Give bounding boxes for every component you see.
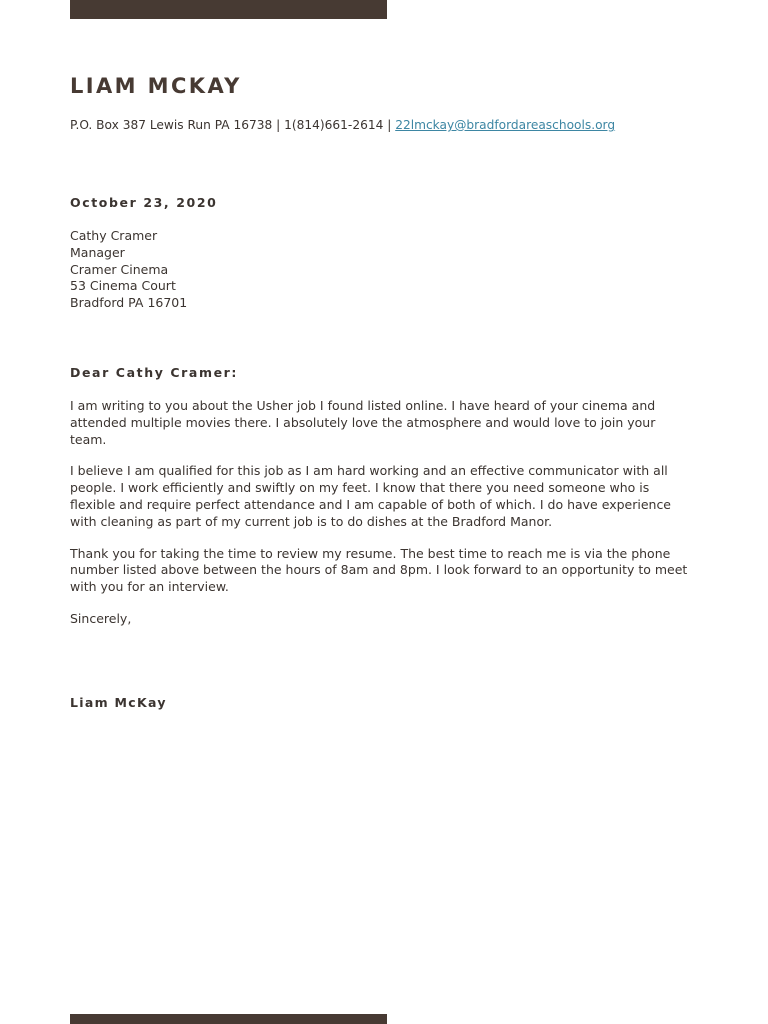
address-text: P.O. Box 387 Lewis Run PA 16738 xyxy=(70,118,273,132)
email-link[interactable]: 22lmckay@bradfordareaschools.org xyxy=(395,118,616,132)
recipient-company: Cramer Cinema xyxy=(70,261,169,277)
letter-body xyxy=(70,398,695,643)
closing: Sincerely, xyxy=(70,610,132,626)
body-paragraph: I am writing to you about the Usher job I found listed online. I have heard of your cinema and attended multiple movies there. I absolutely love the atmosphere and would love to join your team. xyxy=(70,398,656,447)
bottom-accent-bar xyxy=(70,1014,387,1024)
letter-date: October 23, 2020 xyxy=(70,195,218,210)
contact-line xyxy=(70,118,615,132)
phone-text: 1(814)661-2614 xyxy=(284,118,384,132)
recipient-street: 53 Cinema Court xyxy=(70,278,176,294)
signature-name: Liam McKay xyxy=(70,695,167,710)
separator: | xyxy=(383,118,396,132)
recipient-title: Manager xyxy=(70,244,125,260)
sender-name: LIAM MCKAY xyxy=(70,74,242,98)
body-paragraph: Thank you for taking the time to review my resume. The best time to reach me is via the phone number listed above between the hours of 8am and 8pm. I look forward to an opportunity to meet with you for an interview. xyxy=(70,545,688,595)
salutation: Dear Cathy Cramer: xyxy=(70,365,239,380)
top-accent-bar xyxy=(70,0,387,19)
recipient-name: Cathy Cramer xyxy=(70,228,158,243)
recipient-city: Bradford PA 16701 xyxy=(70,295,188,311)
separator: | xyxy=(272,118,285,132)
recipient-block xyxy=(70,228,187,312)
body-paragraph: I believe I am qualified for this job as I am hard working and an effective communicator with all people. I work efficiently and swiftly on my feet. I know that there you need someone who is flexible and require perfect attendance and I am capable of both of which. I do have experience with cleaning as part of my current job is to do dishes at the Bradford Manor. xyxy=(70,463,672,529)
